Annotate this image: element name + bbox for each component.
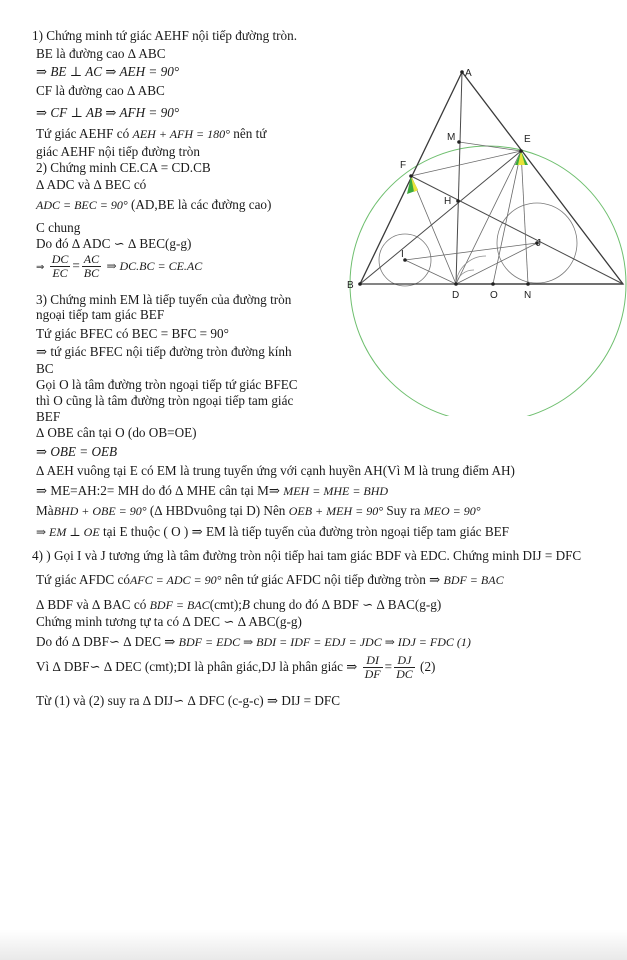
label-a: A [465,68,472,79]
text-line-34: Từ (1) và (2) suy ra ∆ DIJ∽ ∆ DFC (c-g-c) ⇒ DIJ = DFC [36,693,341,708]
math-expression: ⇒ DC.BC = CE.AC [106,259,203,273]
text-line-8: 2) Chứng minh CE.CA = CD.CB [36,160,211,175]
label-f: F [400,160,407,171]
text-segment: (∆ HBDvuông tại D) Nên [149,503,286,518]
fraction-denominator: DC [396,667,413,682]
text-line-28: 4) ) Gọi I và J tương ứng là tâm đường tròn nội tiếp hai tam giác BDF và EDC. Chứng minh DIJ = DFC [32,548,582,563]
text-segment: Do đó ∆ DBF∽ ∆ DEC ⇒ [36,634,176,649]
fraction-denominator: DF [364,667,381,682]
text-segment: Tứ giác AFDC có [36,572,130,587]
text-line-15: ngoại tiếp tam giác BEF [36,307,165,322]
math-expression: ⇒ EM ⊥ OE [36,525,100,539]
fraction-denominator: EC [52,266,68,281]
text-line-24: ∆ AEH vuông tại E có EM là trung tuyến ứng với cạnh huyền AH(Vì M là trung điểm AH) [36,463,515,478]
text-segment: (2) [420,659,436,674]
text-line-32 [36,634,471,650]
segment-jd [456,243,537,284]
text-line-29 [36,572,504,588]
point-b [358,282,362,286]
text-segment: nên tứ giác AFDC nội tiếp đường tròn ⇒ [224,572,441,587]
point-d [454,282,458,286]
page-bottom-shadow [0,930,627,960]
text-line-31: Chứng minh tương tự ta có ∆ DEC ∽ ∆ ABC(g-g) [36,614,302,629]
point-h [456,199,460,203]
point-f [409,174,413,178]
label-j: J [536,238,541,249]
math-expression: BDF = EDC ⇒ BDI = IDF = EDJ = JDC ⇒ IDJ = FDC (1) [178,635,471,649]
text-line-22: ∆ OBE cân tại O (do OB=OE) [36,425,197,440]
fraction-numerator: DJ [394,654,415,668]
math-expression: ADC = BEC = 90° [36,198,128,212]
math-expression: AEH + AFH = 180° [132,127,230,141]
text-line-25 [36,483,388,499]
math-expression: OEB + MEH = 90° [288,504,384,518]
segment-em [459,142,521,151]
point-e [519,149,523,153]
math-expression: B [241,597,250,612]
text-segment: Mà [36,503,54,518]
segment-fe [411,151,521,176]
point-a [460,70,464,74]
label-n: N [524,290,532,301]
math-expression: AFC = ADC = 90° [129,573,222,587]
text-line-13: ⇒ $\frac{DC}{EC}$ = $\frac{AC}{BC}$ ⇒ DC.BC = CE.AC [36,252,203,281]
fraction-numerator: AC [83,252,100,267]
text-line-12: Do đó ∆ ADC ∽ ∆ BEC(g-g) [36,236,192,251]
text-segment: Suy ra [386,503,421,518]
fraction [394,654,415,681]
text-line-4: CF là đường cao ∆ ABC [36,83,165,98]
label-h: H [444,196,452,207]
text-line-18: BC [36,361,54,376]
text-line-10 [36,197,271,213]
text-line-23: ⇒ OBE = OEB [36,444,118,459]
text-segment: Vì ∆ DBF∽ ∆ DEC (cmt);DI là phân giác,DJ là phân giác ⇒ [36,659,358,674]
label-m: M [447,132,456,143]
text-line-30 [36,597,441,613]
fraction-numerator: DC [51,252,69,267]
text-line-7: giác AEHF nội tiếp đường tròn [36,144,200,159]
implies-symbol: ⇒ [36,262,45,273]
text-line-14: 3) Chứng minh EM là tiếp tuyến của đường tròn [36,292,292,307]
label-b: B [347,280,354,291]
text-line-11: C chung [36,220,81,235]
fraction [82,253,101,280]
text-segment: tại E thuộc ( O ) ⇒ EM là tiếp tuyến của đường tròn ngoại tiếp tam giác BEF [102,524,510,539]
point-n [526,282,530,286]
altitude-ad [456,72,462,284]
circumcircle-bfec [350,146,626,416]
text-line-20: thì O cũng là tâm đường tròn ngoại tiếp tam giác [36,393,294,408]
text-line-26 [36,503,481,519]
segment-en [521,151,528,284]
math-expression: BDF = BAC [149,598,210,612]
angle-arc [456,270,474,284]
segment-ij [405,243,537,260]
text-line-21: BEF [36,409,61,424]
label-e: E [524,134,531,145]
text-segment: Tứ giác AEHF có [36,126,130,141]
text-line-16: Tứ giác BFEC có BEC = BFC = 90° [36,326,229,341]
text-segment: nên tứ [233,126,267,141]
text-line-3: ⇒ BE ⊥ AC ⇒ AEH = 90° [36,64,180,79]
text-segment: ∆ BDF và ∆ BAC có [36,597,147,612]
fraction [50,253,71,280]
text-line-9: ∆ ADC và ∆ BEC có [36,177,147,192]
text-line-27 [36,524,509,540]
math-expression: BDF = BAC [443,573,504,587]
text-line-5: ⇒ CF ⊥ AB ⇒ AFH = 90° [36,105,180,120]
fraction [363,654,383,681]
text-segment: chung do đó ∆ BDF ∽ ∆ BAC(g-g) [253,597,442,612]
math-expression: BHD + OBE = 90° [53,504,147,518]
label-i: I [401,249,404,260]
math-expression: MEH = MHE = BHD [283,484,389,498]
text-segment: ⇒ ME=AH:2= MH do đó ∆ MHE cân tại M⇒ [36,483,280,498]
text-line-17: ⇒ tứ giác BFEC nội tiếp đường tròn đường kính [36,344,292,359]
point-o [491,282,495,286]
math-expression: MEO = 90° [423,504,481,518]
text-line-6 [36,126,266,142]
text-line-1: 1) Chứng minh tứ giác AEHF nội tiếp đường tròn. [32,28,298,43]
segment-fd [411,176,456,284]
label-o: O [490,290,498,301]
text-segment: (AD,BE là các đường cao) [130,197,272,212]
fraction-numerator: DI [363,654,383,668]
point-m [457,140,461,144]
label-d: D [452,290,460,301]
text-line-19: Gọi O là tâm đường tròn ngoại tiếp tứ giác BFEC [36,377,298,392]
text-line-33: Vì ∆ DBF∽ ∆ DEC (cmt);DI là phân giác,DJ là phân giác ⇒ $\frac{DI}{DF}$ = $\frac{DJ}{DC}$ (2) [36,653,436,682]
fraction-denominator: BC [83,266,100,281]
text-line-2: BE là đường cao ∆ ABC [36,46,166,61]
text-segment: (cmt); [209,597,242,612]
geometry-figure [338,56,627,416]
